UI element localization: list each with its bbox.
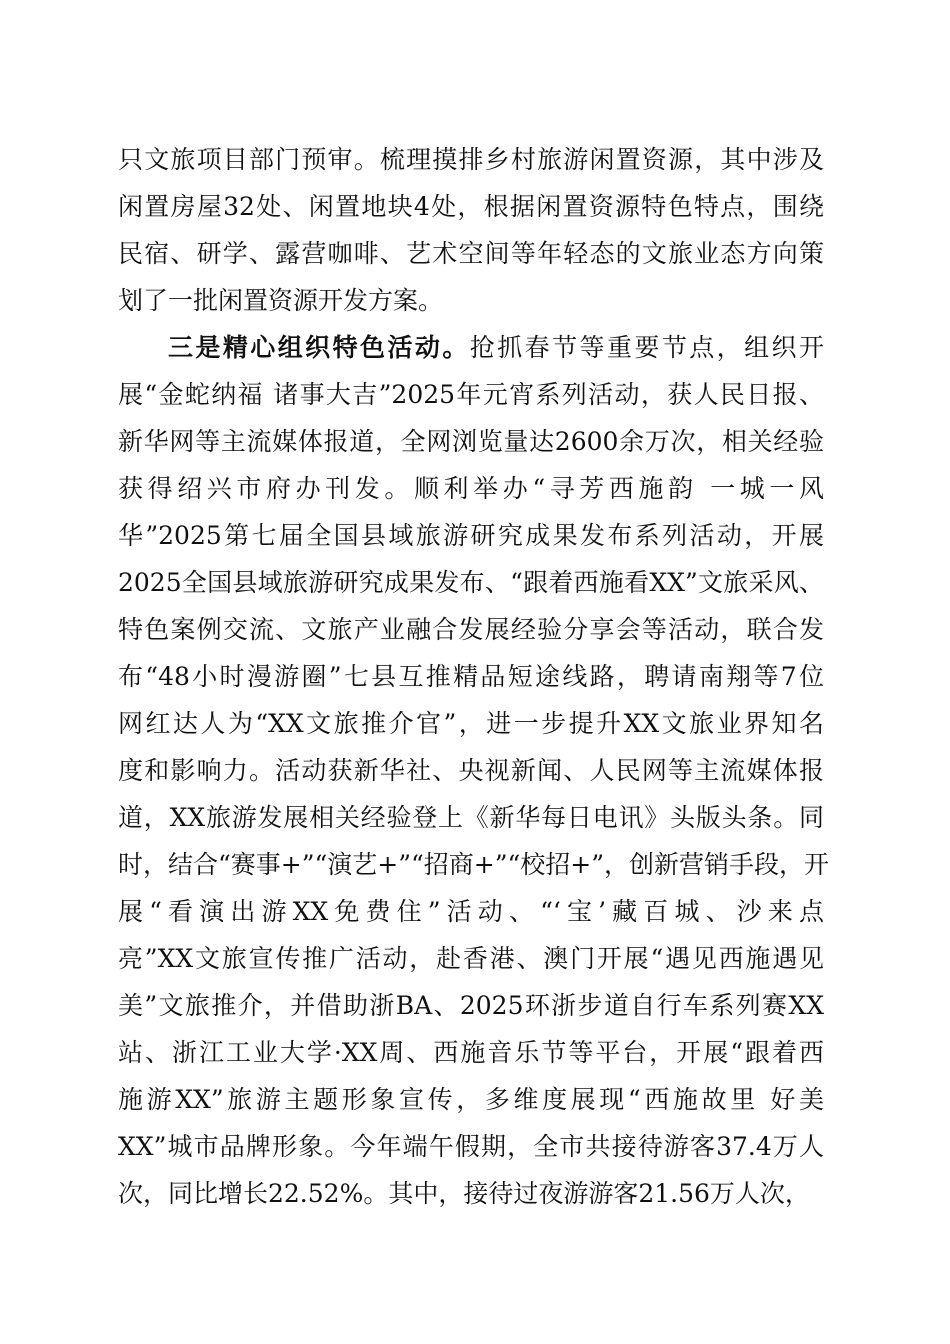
text-line: 划了一批闲置资源开发方案。 bbox=[118, 286, 444, 315]
text-line: 新华网等主流媒体报道，全网浏览量达2600余万次，相关经验 bbox=[118, 427, 824, 456]
text-line: 时，结合“赛事+”“演艺+”“招商+”“校招+”，创新营销手段，开 bbox=[118, 850, 830, 879]
text-line: 布“48小时漫游圈”七县互推精品短途线路，聘请南翔等7位 bbox=[118, 662, 824, 691]
paragraph-first-line bbox=[118, 324, 824, 371]
text-line: 只文旅项目部门预审。梳理摸排乡村旅游闲置资源，其中涉及 bbox=[118, 145, 824, 174]
text-line: 2025全国县域旅游研究成果发布、“跟着西施看XX”文旅采风、 bbox=[118, 568, 824, 597]
text-line: 获得绍兴市府办刊发。顺利举办“寻芳西施韵 一城一风 bbox=[118, 474, 824, 503]
text-line: 度和影响力。活动获新华社、央视新闻、人民网等主流媒体报 bbox=[118, 756, 824, 785]
text-line: 亮”XX文旅宣传推广活动，赴香港、澳门开展“遇见西施遇见 bbox=[118, 944, 824, 973]
text-line: 特色案例交流、文旅产业融合发展经验分享会等活动，联合发 bbox=[118, 615, 824, 644]
text-line: 次，同比增长22.52%。其中，接待过夜游游客21.56万人次， bbox=[118, 1179, 810, 1208]
text-span: 抢抓春节等重要节点，组织开 bbox=[469, 333, 824, 362]
text-line: 展“金蛇纳福 诸事大吉”2025年元宵系列活动，获人民日报、 bbox=[118, 380, 824, 409]
text-line: XX”城市品牌形象。今年端午假期，全市共接待游客37.4万人 bbox=[118, 1132, 824, 1161]
text-line: 站、浙江工业大学·XX周、西施音乐节等平台，开展“跟着西 bbox=[118, 1038, 824, 1067]
text-line: 民宿、研学、露营咖啡、艺术空间等年轻态的文旅业态方向策 bbox=[118, 239, 824, 268]
text-line: 展“看演出游XX免费住”活动、“‘宝’藏百城、沙来点 bbox=[118, 897, 824, 926]
text-line: 道，XX旅游发展相关经验登上《新华每日电讯》头版头条。同 bbox=[118, 803, 824, 832]
text-line: 闲置房屋32处、闲置地块4处，根据闲置资源特色特点，围绕 bbox=[118, 192, 824, 221]
text-line: 网红达人为“XX文旅推介官”，进一步提升XX文旅业界知名 bbox=[118, 709, 824, 738]
text-line: 美”文旅推介，并借助浙BA、2025环浙步道自行车系列赛XX bbox=[118, 991, 824, 1020]
text-line: 华”2025第七届全国县域旅游研究成果发布系列活动，开展 bbox=[118, 521, 824, 550]
document-page bbox=[118, 136, 830, 1217]
text-line: 施游XX”旅游主题形象宣传，多维度展现“西施故里 好美 bbox=[118, 1085, 824, 1114]
section-heading: 三是精心组织特色活动。 bbox=[168, 333, 470, 362]
